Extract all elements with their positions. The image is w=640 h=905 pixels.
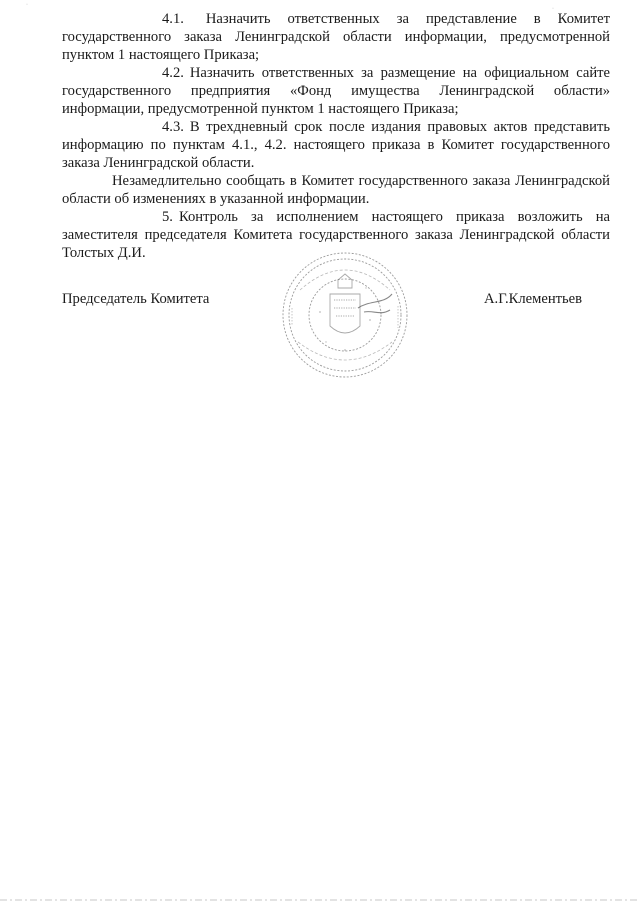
scan-speck: · (26, 2, 28, 8)
paragraph-number: 5. (162, 209, 173, 225)
document-body (62, 10, 610, 262)
paragraph-text: В трехдневный срок после издания правовых актов представить информацию по пунктам 4.1., 4.2. настоящего приказа в Комитет государственного заказа Ленинградской области. (62, 119, 610, 171)
signatory-name: А.Г.Клементьев (484, 291, 583, 307)
paragraph-number: 4.3. (162, 119, 184, 135)
paragraph-4-3 (62, 118, 610, 172)
paragraph-number: 4.1. (162, 11, 184, 27)
signature-block (62, 290, 610, 310)
paragraph-number: 4.2. (162, 65, 184, 81)
official-seal (280, 250, 410, 380)
paragraph-4-1 (62, 10, 610, 64)
paragraph-text: Незамедлительно сообщать в Комитет государственного заказа Ленинградской области об изменениях в указанной информации. (62, 173, 610, 207)
paragraph-notify (62, 172, 610, 208)
paragraph-text: Контроль за исполнением настоящего приказа возложить на заместителя председателя Комитета государственного заказа Ленинградской области Толстых Д.И. (62, 209, 610, 261)
paragraph-text: Назначить ответственных за размещение на официальном сайте государственного предприятия «Фонд имущества Ленинградской области» информации, предусмотренной пунктом 1 настоящего Приказа; (62, 65, 610, 117)
paragraph-text: Назначить ответственных за представление в Комитет государственного заказа Ленинградской области информации, предусмотренной пунктом 1 настоящего Приказа; (62, 11, 610, 63)
scan-speck: · (552, 6, 554, 12)
paragraph-4-2 (62, 64, 610, 118)
scan-bottom-edge (0, 896, 640, 905)
signatory-position: Председатель Комитета (62, 291, 210, 307)
